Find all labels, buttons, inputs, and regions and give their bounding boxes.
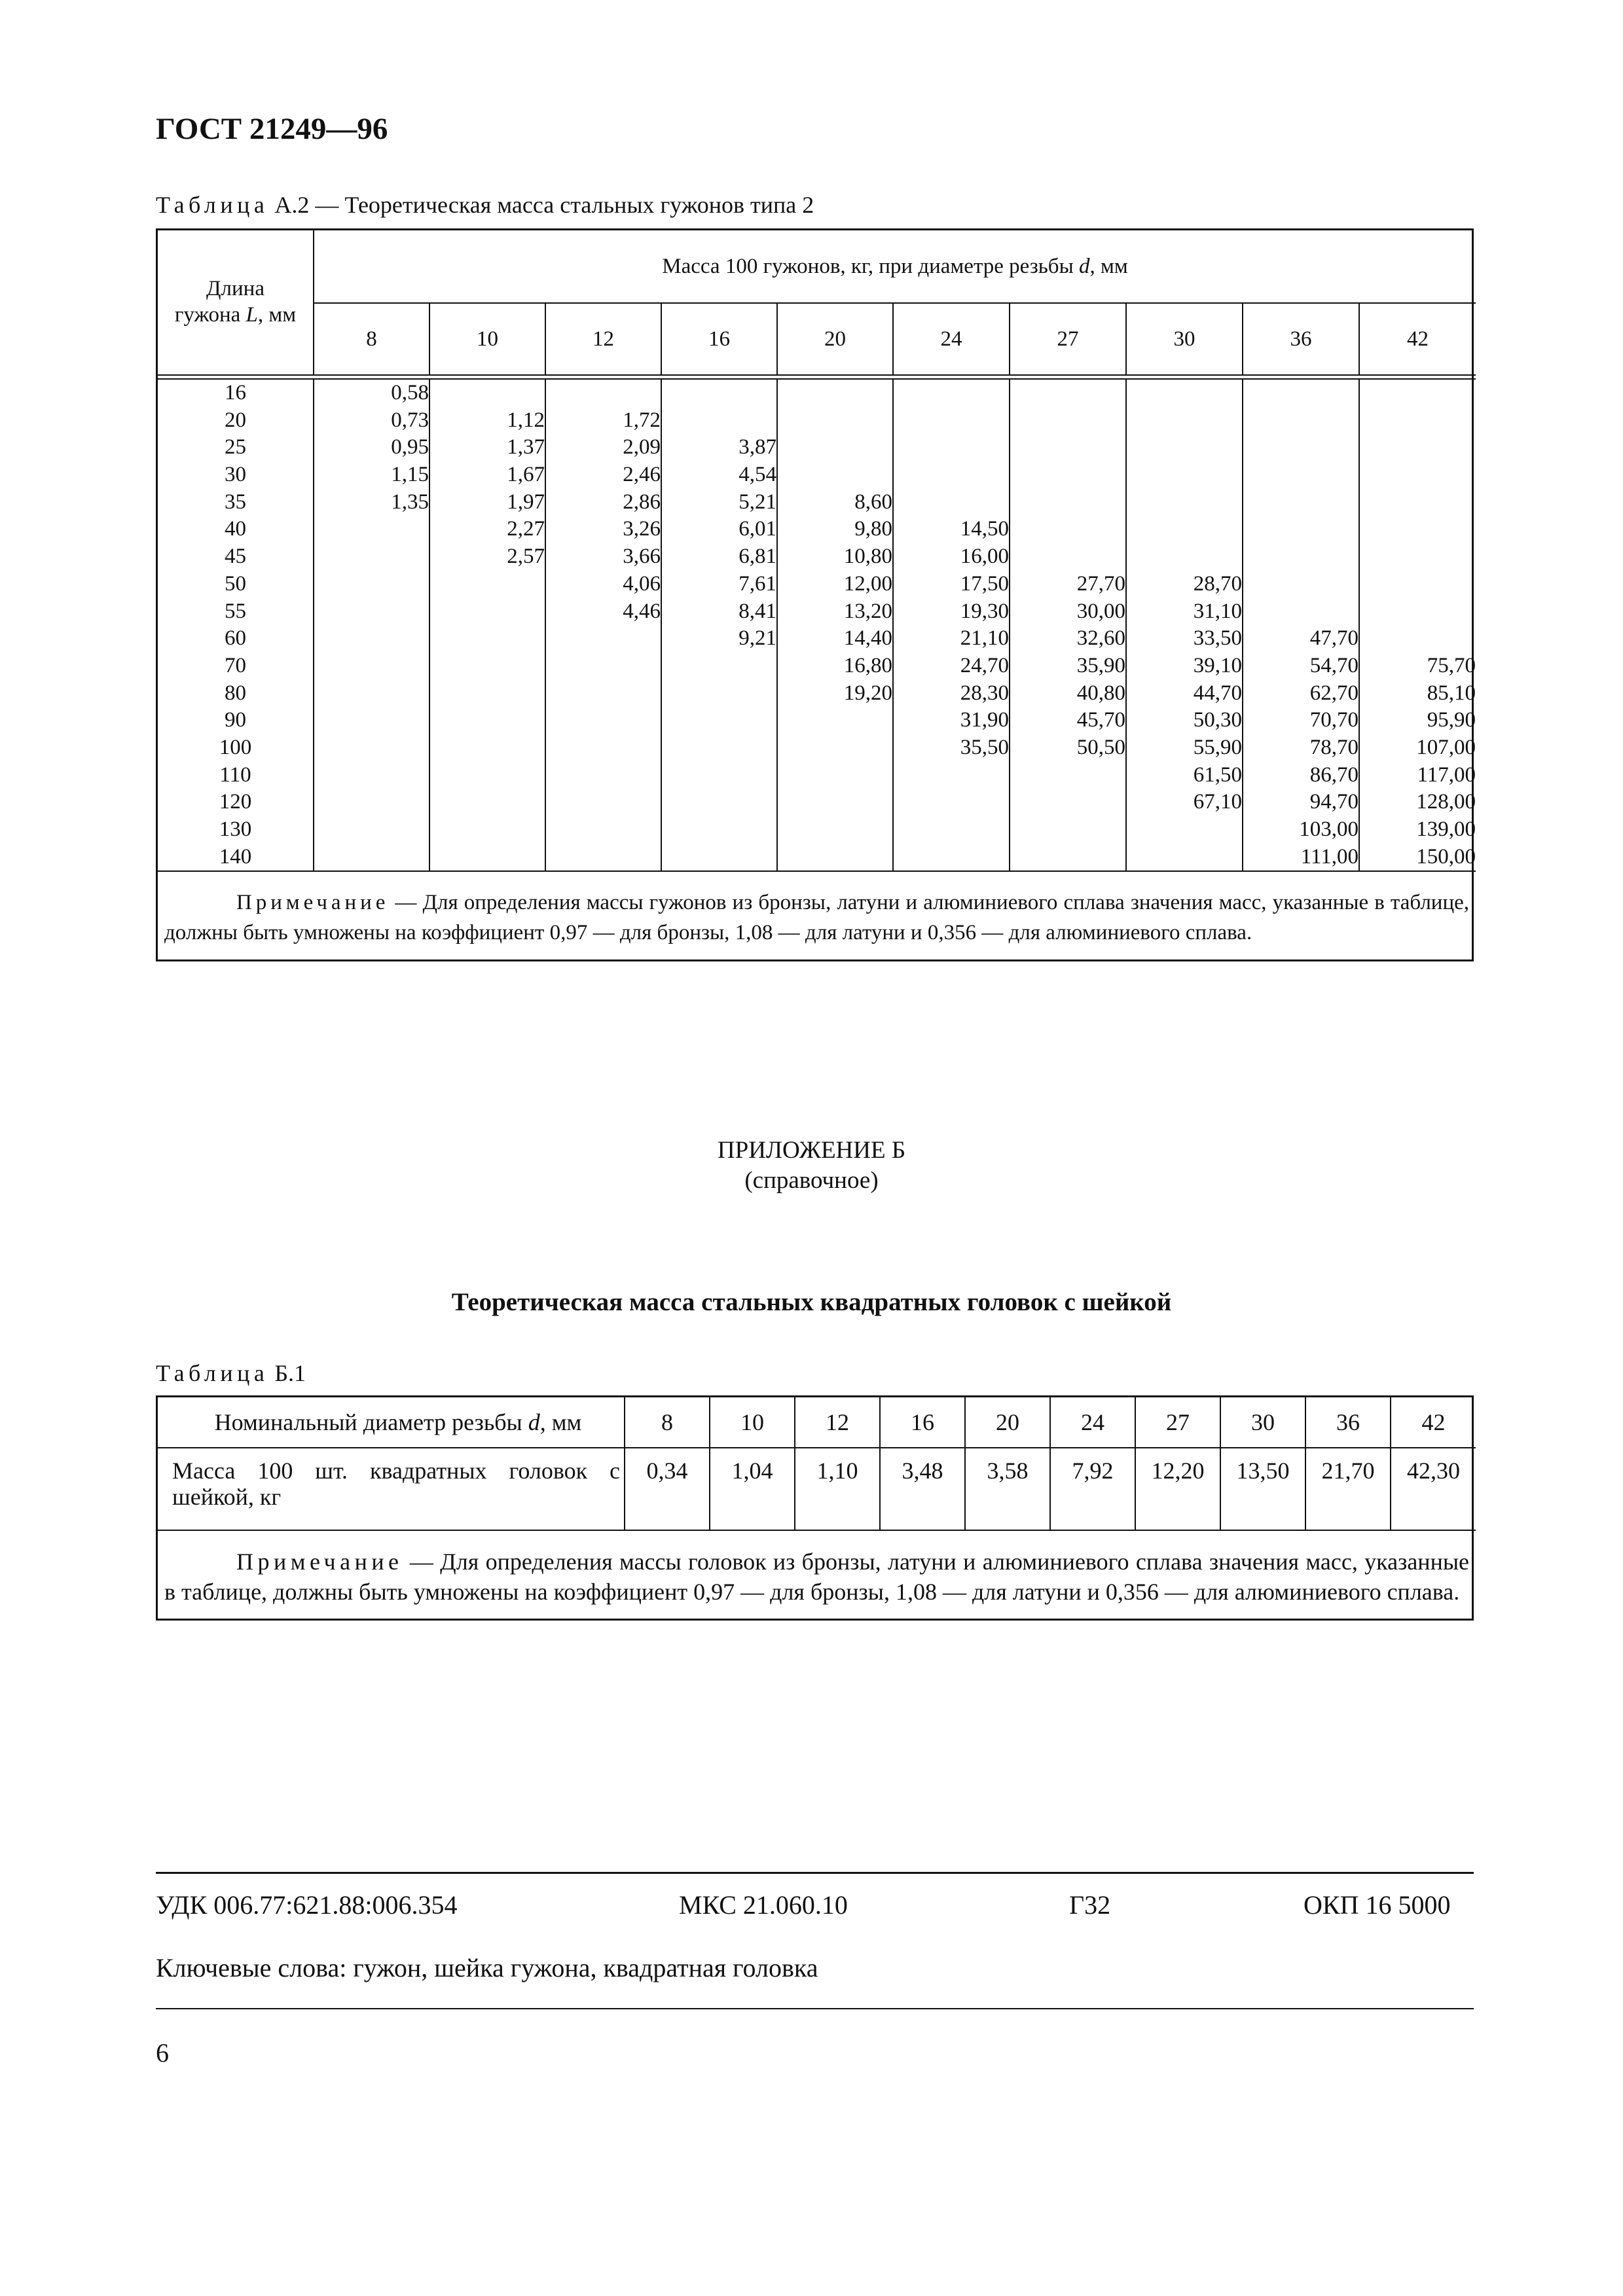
- mass-value: 3,87: [739, 435, 776, 459]
- mass-column: [661, 379, 777, 871]
- mass-value: 31,10: [1193, 599, 1242, 623]
- mass-value: 14,40: [843, 626, 892, 651]
- mass-value: 6,81: [739, 545, 776, 569]
- mass-value: 21,10: [960, 626, 1009, 651]
- mass-value: 2,27: [507, 517, 545, 541]
- mass-column: [893, 379, 1010, 871]
- table-b1-mass-label: Масса 100 шт. квадратных головок с шейкой, кг: [158, 1448, 625, 1530]
- group-code: Г32: [1069, 1890, 1111, 1920]
- length-header-text: гужона: [174, 303, 246, 327]
- mass-value: 2,09: [623, 435, 661, 459]
- mass-value: 24,70: [960, 653, 1009, 677]
- length-value: 70: [225, 653, 246, 677]
- b1-mass-cell: 1,10: [795, 1448, 880, 1530]
- diameter-header-cell: 12: [545, 303, 661, 375]
- table-b1-caption-word: Таблица: [156, 1360, 269, 1386]
- mass-value: [1360, 625, 1476, 653]
- mass-value: [894, 380, 1009, 407]
- mass-value: [1243, 407, 1359, 435]
- b1-diameter-cell: 12: [795, 1397, 880, 1448]
- mass-value: 45,70: [1076, 708, 1125, 732]
- mass-value: [1360, 461, 1476, 489]
- diameter-header-cell: 16: [661, 303, 777, 375]
- mass-value: [430, 380, 545, 407]
- footer-top-rule: [156, 1872, 1474, 1874]
- mass-value: 1,12: [507, 408, 545, 432]
- mass-value: 31,90: [960, 708, 1009, 732]
- length-value: 55: [225, 599, 246, 623]
- table-a2-caption-word: Таблица: [156, 192, 269, 218]
- appendix-subtitle: (справочное): [744, 1167, 879, 1194]
- length-unit: , мм: [257, 303, 297, 327]
- mass-value: [1360, 380, 1476, 407]
- mass-value: 39,10: [1193, 653, 1242, 677]
- mass-column: [314, 379, 429, 871]
- mass-value: [778, 407, 892, 435]
- mass-value: 6,01: [739, 517, 776, 541]
- mass-value: 4,06: [623, 571, 661, 596]
- length-value: 120: [219, 790, 252, 814]
- mass-value: 35,50: [960, 735, 1009, 759]
- okp-code: ОКП 16 5000: [1304, 1890, 1451, 1920]
- mass-value: [1010, 407, 1125, 435]
- mass-value: 44,70: [1193, 681, 1242, 705]
- table-a2-note: [158, 871, 1476, 960]
- mass-value: [1243, 598, 1359, 626]
- mass-value: [1243, 516, 1359, 543]
- table-b1-note: [158, 1530, 1476, 1619]
- length-value: 50: [225, 571, 246, 596]
- mass-header-unit: , мм: [1089, 254, 1128, 278]
- mass-value: 14,50: [960, 517, 1009, 541]
- mass-value: 86,70: [1309, 762, 1359, 787]
- mass-value: 2,86: [623, 490, 661, 514]
- mass-value: 30,00: [1076, 599, 1125, 623]
- table-b1-caption: [156, 1359, 306, 1387]
- b1-mass-cell: 13,50: [1220, 1448, 1305, 1530]
- mass-value: [1360, 598, 1476, 626]
- mass-value: [1010, 461, 1125, 489]
- mass-value: [1127, 516, 1242, 543]
- mass-value: 117,00: [1417, 762, 1476, 787]
- b1-diameter-cell: 20: [965, 1397, 1050, 1448]
- mass-value: 0,58: [391, 381, 429, 404]
- diameter-header-cell: 42: [1359, 303, 1476, 375]
- diameter-header-cell: 10: [429, 303, 545, 375]
- footer-bottom-rule: [156, 2008, 1474, 2009]
- mass-value: [1243, 434, 1359, 461]
- mass-value: [1010, 489, 1125, 516]
- b1-mass-cell: 7,92: [1050, 1448, 1135, 1530]
- mass-value: 78,70: [1309, 735, 1359, 759]
- mks-code: МКС 21.060.10: [679, 1890, 848, 1920]
- length-value: 110: [219, 762, 251, 787]
- appendix-title: ПРИЛОЖЕНИЕ Б: [717, 1137, 906, 1164]
- b1-mass-cell: 21,70: [1305, 1448, 1391, 1530]
- length-value: 25: [225, 435, 246, 459]
- mass-value: 33,50: [1193, 626, 1242, 651]
- mass-value: 62,70: [1309, 681, 1359, 705]
- mass-value: 95,90: [1427, 708, 1476, 732]
- mass-value: [546, 380, 661, 407]
- table-b1-note-label: Примечание: [236, 1549, 403, 1575]
- mass-value: [1360, 489, 1476, 516]
- mass-value: 150,00: [1416, 844, 1476, 869]
- length-variable: L: [246, 303, 258, 327]
- table-b1-diameter-row: [158, 1397, 1476, 1448]
- mass-value: [1010, 434, 1125, 461]
- mass-value: [894, 434, 1009, 461]
- mass-value: 17,50: [960, 571, 1009, 596]
- table-a2-caption: [156, 191, 814, 219]
- length-value: 35: [225, 490, 246, 514]
- mass-value: 7,61: [739, 571, 776, 596]
- mass-value: [778, 461, 892, 489]
- mass-value: 8,41: [739, 599, 776, 623]
- length-value: 80: [225, 681, 246, 705]
- udk-code: УДК 006.77:621.88:006.354: [156, 1890, 458, 1920]
- mass-value: [894, 407, 1009, 435]
- diameter-header-cell: 20: [777, 303, 893, 375]
- table-b1-note-text: — Для определения массы головок из бронзы, латуни и алюминиевого сплава значения масс, указанные в таблице, должны быть умножены на коэффициент 0,97 — для бронзы, 1,08 — для латуни и 0,356 — для алюминиевого сплава.: [164, 1549, 1469, 1605]
- length-column-header: [158, 230, 314, 375]
- mass-value: [1010, 380, 1125, 407]
- mass-value: 1,97: [507, 490, 545, 514]
- length-value: 16: [225, 381, 246, 404]
- b1-mass-cell: 3,48: [880, 1448, 965, 1530]
- diameter-label-variable: d: [528, 1409, 540, 1435]
- mass-column: [545, 379, 661, 871]
- b1-diameter-cell: 30: [1220, 1397, 1305, 1448]
- mass-value: 32,60: [1076, 626, 1125, 651]
- mass-value: 40,80: [1076, 681, 1125, 705]
- appendix-heading: [0, 1136, 1623, 1196]
- mass-value: [1360, 434, 1476, 461]
- mass-value: [1243, 461, 1359, 489]
- mass-value: [1243, 571, 1359, 598]
- mass-value: [1243, 489, 1359, 516]
- table-a2-note-label: Примечание: [236, 891, 390, 915]
- mass-value: [1360, 407, 1476, 435]
- b1-diameter-cell: 10: [710, 1397, 795, 1448]
- mass-value: 0,95: [391, 435, 429, 459]
- mass-value: 35,90: [1076, 653, 1125, 677]
- mass-value: 28,70: [1193, 571, 1242, 596]
- mass-column: [777, 379, 893, 871]
- mass-value: 1,35: [391, 490, 429, 514]
- mass-header-variable: d: [1079, 254, 1090, 278]
- length-value: 30: [225, 463, 246, 487]
- mass-value: [1127, 461, 1242, 489]
- length-value: 45: [225, 545, 246, 569]
- mass-value: 8,60: [854, 490, 892, 514]
- mass-value: 61,50: [1193, 762, 1242, 787]
- mass-value: 67,10: [1193, 790, 1242, 814]
- table-b1: [156, 1395, 1474, 1621]
- mass-value: 1,72: [623, 408, 661, 432]
- table-b1-diameter-label: [158, 1397, 625, 1448]
- mass-value: [894, 461, 1009, 489]
- mass-value: 111,00: [1300, 844, 1359, 869]
- mass-value: 3,26: [623, 517, 661, 541]
- mass-value: 2,46: [623, 463, 661, 487]
- length-value: 100: [219, 735, 252, 759]
- mass-value: 128,00: [1416, 790, 1476, 814]
- mass-value: 85,10: [1427, 681, 1476, 705]
- mass-value: 0,73: [391, 408, 429, 432]
- length-header-line1: Длина: [206, 277, 264, 301]
- mass-value: [662, 407, 776, 435]
- mass-value: [778, 434, 892, 461]
- table-a2-caption-text: А.2 — Теоретическая масса стальных гужонов типа 2: [268, 192, 814, 218]
- mass-header-text: Масса 100 гужонов, кг, при диаметре резьбы: [662, 254, 1080, 278]
- diameter-header-cell: 30: [1126, 303, 1243, 375]
- diameter-header-row: [158, 303, 1476, 375]
- b1-mass-cell: 42,30: [1391, 1448, 1476, 1530]
- length-value: 140: [219, 844, 252, 869]
- mass-value: 3,66: [623, 545, 661, 569]
- length-value: 60: [225, 626, 246, 651]
- b1-diameter-cell: 24: [1050, 1397, 1135, 1448]
- length-value: 20: [225, 408, 246, 432]
- diameter-label-text: Номинальный диаметр резьбы: [214, 1409, 528, 1435]
- b1-diameter-cell: 42: [1391, 1397, 1476, 1448]
- mass-value: 2,57: [507, 545, 545, 569]
- mass-value: [662, 380, 776, 407]
- length-value: 90: [225, 708, 246, 732]
- mass-value: 10,80: [843, 545, 892, 569]
- length-column: [158, 379, 314, 871]
- mass-value: 1,37: [507, 435, 545, 459]
- mass-column: [1359, 379, 1476, 871]
- mass-value: 12,00: [843, 571, 892, 596]
- b1-mass-cell: 3,58: [965, 1448, 1050, 1530]
- mass-value: 19,20: [843, 681, 892, 705]
- table-a2-note-text: — Для определения массы гужонов из бронзы, латуни и алюминиевого сплава значения масс, указанные в таблице, должны быть умножены на коэффициент 0,97 — для бронзы, 1,08 — для латуни и 0,356 — для алюминиевого сплава.: [164, 891, 1470, 945]
- mass-value: 28,30: [960, 681, 1009, 705]
- mass-value: [1127, 407, 1242, 435]
- mass-value: [1360, 516, 1476, 543]
- mass-value: 1,67: [507, 463, 545, 487]
- mass-value: 9,80: [854, 517, 892, 541]
- mass-value: 9,21: [739, 626, 776, 651]
- mass-value: 13,20: [843, 599, 892, 623]
- mass-value: [1127, 543, 1242, 571]
- mass-column: [429, 379, 545, 871]
- b1-mass-cell: 12,20: [1135, 1448, 1220, 1530]
- mass-column: [1243, 379, 1359, 871]
- mass-value: 70,70: [1309, 708, 1359, 732]
- mass-value: [1360, 543, 1476, 571]
- mass-value: 54,70: [1309, 653, 1359, 677]
- mass-value: 16,80: [843, 653, 892, 677]
- mass-value: [1360, 571, 1476, 598]
- mass-value: [1243, 543, 1359, 571]
- b1-diameter-cell: 27: [1135, 1397, 1220, 1448]
- mass-column: [1010, 379, 1126, 871]
- b1-diameter-cell: 8: [625, 1397, 710, 1448]
- mass-value: 55,90: [1193, 735, 1242, 759]
- mass-value: [894, 489, 1009, 516]
- b1-mass-cell: 1,04: [710, 1448, 795, 1530]
- mass-value: 107,00: [1416, 735, 1476, 759]
- mass-value: 50,30: [1193, 708, 1242, 732]
- mass-value: [1127, 489, 1242, 516]
- mass-value: 27,70: [1076, 571, 1125, 596]
- mass-value: 94,70: [1309, 790, 1359, 814]
- mass-column-header: [314, 230, 1476, 303]
- keywords: Ключевые слова: гужон, шейка гужона, квадратная головка: [156, 1953, 818, 1982]
- mass-value: 4,54: [739, 463, 776, 487]
- mass-value: [1243, 380, 1359, 407]
- table-b1-mass-row: [158, 1448, 1476, 1530]
- mass-value: 75,70: [1427, 653, 1476, 677]
- table-b1-caption-text: Б.1: [268, 1360, 306, 1386]
- mass-value: 50,50: [1076, 735, 1125, 759]
- mass-value: 4,46: [623, 599, 661, 623]
- mass-value: [1127, 380, 1242, 407]
- b1-diameter-cell: 16: [880, 1397, 965, 1448]
- mass-value: 47,70: [1309, 626, 1359, 651]
- mass-value: 103,00: [1299, 817, 1359, 841]
- length-header-line2: [158, 302, 313, 329]
- table-a2: [156, 228, 1474, 961]
- table-a2-body: [158, 379, 1476, 871]
- b1-diameter-cell: 36: [1305, 1397, 1391, 1448]
- mass-column: [1126, 379, 1243, 871]
- mass-value: [1010, 543, 1125, 571]
- mass-value: 19,30: [960, 599, 1009, 623]
- b1-mass-cell: 0,34: [625, 1448, 710, 1530]
- mass-value: 16,00: [960, 545, 1009, 569]
- appendix-section-title: Теоретическая масса стальных квадратных головок с шейкой: [451, 1288, 1172, 1316]
- page-number: 6: [156, 2038, 169, 2068]
- mass-value: 139,00: [1416, 817, 1476, 841]
- mass-value: [778, 380, 892, 407]
- mass-value: [1010, 516, 1125, 543]
- length-value: 130: [219, 817, 252, 841]
- diameter-header-cell: 27: [1010, 303, 1126, 375]
- mass-value: [1127, 434, 1242, 461]
- diameter-label-unit: , мм: [539, 1409, 582, 1435]
- diameter-header-cell: 24: [893, 303, 1010, 375]
- diameter-header-cell: 8: [314, 303, 429, 375]
- mass-value: 5,21: [739, 490, 776, 514]
- mass-value: 1,15: [391, 463, 429, 487]
- length-value: 40: [225, 517, 246, 541]
- document-code: ГОСТ 21249—96: [156, 112, 388, 146]
- diameter-header-cell: 36: [1243, 303, 1359, 375]
